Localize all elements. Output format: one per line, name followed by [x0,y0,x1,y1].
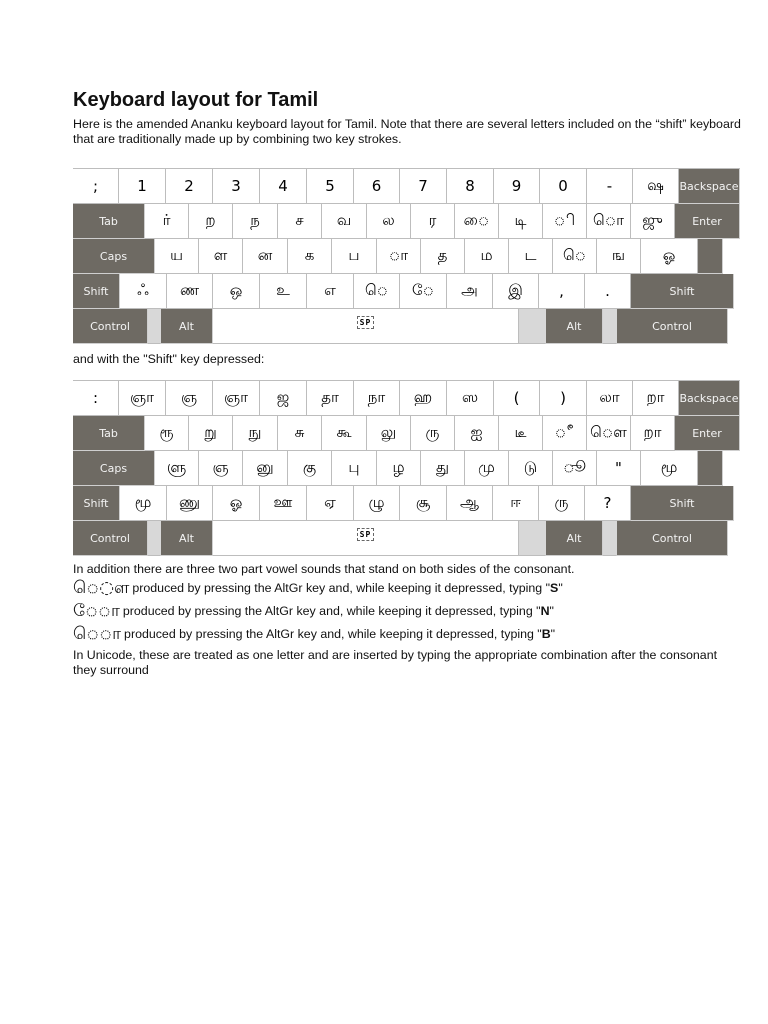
key[interactable]: ௌ [587,416,631,451]
key[interactable]: ண [167,274,213,309]
key[interactable]: றா [631,416,675,451]
key[interactable]: லு [367,416,411,451]
vowel-key: N [540,604,550,618]
key[interactable]: லா [587,381,633,416]
key[interactable]: இ [493,274,539,309]
keyboard-row [73,416,740,451]
key[interactable]: மு [465,451,509,486]
key[interactable]: கூ [322,416,367,451]
key[interactable]: ஞா [213,381,260,416]
key[interactable]: ெ [553,239,597,274]
key-space[interactable] [213,309,519,344]
key[interactable]: ச [278,204,322,239]
key[interactable]: ஞ [166,381,213,416]
key-enter-tail[interactable] [698,451,723,486]
key[interactable]: 6 [354,169,400,204]
key[interactable]: ீ [543,416,587,451]
key[interactable]: ற [189,204,233,239]
key[interactable]: " [597,451,641,486]
key[interactable]: ஓ [641,239,698,274]
key[interactable]: த [421,239,465,274]
vowel-glyph: ெ◌ா [73,624,122,644]
key[interactable]: . [585,274,631,309]
key-tab[interactable]: Tab [73,416,145,451]
key[interactable]: ழு [354,486,400,521]
key[interactable]: ந [233,204,278,239]
key[interactable]: 3 [213,169,260,204]
key[interactable]: ஊ [260,486,307,521]
key[interactable]: மூ [641,451,698,486]
key-spacer[interactable] [519,521,546,556]
key[interactable]: சூ [400,486,447,521]
key-enter-tail[interactable] [698,239,723,274]
key-spacer[interactable] [148,521,161,556]
key-spacer[interactable] [603,521,617,556]
key[interactable]: ரு [539,486,585,521]
key-caps[interactable]: Caps [73,239,155,274]
key[interactable]: ஐ [455,416,499,451]
key[interactable]: 9 [494,169,540,204]
key-control[interactable]: Control [73,309,148,344]
key[interactable]: றா [633,381,679,416]
vowel-line-3 [73,623,741,646]
key[interactable]: ொ [587,204,631,239]
vowel-glyph: ே◌ா [73,601,120,621]
vowel-quote: " [549,604,554,618]
key[interactable]: ய [155,239,199,274]
key[interactable]: ஸ [447,381,494,416]
key[interactable]: 1 [119,169,166,204]
key-alt[interactable]: Alt [161,521,213,556]
key[interactable]: ளு [155,451,199,486]
key[interactable]: உ [260,274,307,309]
key-backspace[interactable]: Backspace [679,381,740,416]
key[interactable]: எ [307,274,354,309]
space-label: SP [357,528,375,541]
key[interactable]: ; [73,169,119,204]
key[interactable]: ஆ [447,486,493,521]
key[interactable]: ூ [553,451,597,486]
key[interactable]: ப [332,239,377,274]
key[interactable]: ? [585,486,631,521]
key[interactable]: று [189,416,233,451]
key[interactable]: ஒ [213,274,260,309]
key[interactable]: ர் [145,204,189,239]
keyboard-row [73,380,740,416]
vowel-glyph: ெ◌ள [73,578,130,598]
key[interactable]: ஏ [307,486,354,521]
key[interactable]: ஜு [631,204,675,239]
keyboard-normal [73,168,740,344]
key[interactable]: ள [199,239,243,274]
key-alt[interactable]: Alt [546,521,603,556]
key[interactable]: வ [322,204,367,239]
key[interactable]: க [288,239,332,274]
vowel-desc: produced by pressing the AltGr key and, while keeping it depressed, typing " [124,627,542,641]
key[interactable]: நு [233,416,278,451]
addition-paragraph: In addition there are three two part vowel sounds that stand on both sides of the consonant. [73,562,575,576]
keyboard-row [73,274,740,309]
key[interactable]: , [539,274,585,309]
key[interactable]: ெ [354,274,400,309]
keyboard-row [73,451,740,486]
key[interactable]: 0 [540,169,587,204]
key-backspace[interactable]: Backspace [679,169,740,204]
key[interactable]: ை [455,204,499,239]
key-control[interactable]: Control [73,521,148,556]
keyboard-row [73,168,740,204]
vowel-desc: produced by pressing the AltGr key and, while keeping it depressed, typing " [122,604,541,618]
key[interactable]: ஞ [199,451,243,486]
key[interactable]: ரு [411,416,455,451]
key[interactable]: 8 [447,169,494,204]
vowel-quote: " [558,581,563,595]
key[interactable]: ம [465,239,509,274]
key[interactable]: டி [499,204,543,239]
keyboard-row [73,486,740,521]
key[interactable]: ( [494,381,540,416]
key[interactable]: கு [288,451,332,486]
key[interactable]: ங [597,239,641,274]
vowel-desc: produced by pressing the AltGr key and, while keeping it depressed, typing " [132,581,551,595]
key[interactable]: 2 [166,169,213,204]
key-control[interactable]: Control [617,521,728,556]
vowel-quote: " [550,627,556,641]
key[interactable]: ஷ [633,169,679,204]
key[interactable]: பு [332,451,377,486]
key[interactable]: நா [354,381,400,416]
space-label: SP [357,316,375,329]
key[interactable]: தா [307,381,354,416]
page-title: Keyboard layout for Tamil [73,89,319,111]
key-enter[interactable]: Enter [675,204,740,239]
keyboard-row [73,309,740,344]
key[interactable]: ஈ [493,486,539,521]
key[interactable]: ணு [167,486,213,521]
key[interactable]: ஞா [119,381,166,416]
key[interactable]: ே [400,274,447,309]
key[interactable]: னு [243,451,288,486]
key-alt[interactable]: Alt [546,309,603,344]
closing-paragraph: In Unicode, these are treated as one letter and are inserted by typing the appropriate combination after the consonant they surround [73,648,718,677]
key-control[interactable]: Control [617,309,728,344]
key[interactable]: ரூ [145,416,189,451]
key[interactable]: டு [509,451,553,486]
key[interactable]: 7 [400,169,447,204]
key-shift[interactable]: Shift [631,274,734,309]
key[interactable]: 5 [307,169,354,204]
key[interactable]: ல [367,204,411,239]
document [73,88,741,678]
vowel-key: B [541,627,551,641]
keyboard-shift [73,380,740,556]
key-shift[interactable]: Shift [73,486,120,521]
key[interactable]: ஜ [260,381,307,416]
key-enter[interactable]: Enter [675,416,740,451]
intro-paragraph: Here is the amended Ananku keyboard layout for Tamil. Note that there are several letters included on the “shift” keyboard that are traditionally made up by combining two key strokes. [73,117,741,146]
key[interactable]: டீ [499,416,543,451]
keyboard-row [73,521,740,556]
key-shift[interactable]: Shift [631,486,734,521]
key[interactable]: சு [278,416,322,451]
key[interactable]: ஓ [213,486,260,521]
key[interactable]: ஃ [120,274,167,309]
key-spacer[interactable] [148,309,161,344]
key[interactable]: ழ [377,451,421,486]
vowel-line-2 [73,600,741,623]
key-space[interactable] [213,521,519,556]
key-alt[interactable]: Alt [161,309,213,344]
keyboard-row [73,239,740,274]
key-spacer[interactable] [519,309,546,344]
key[interactable]: அ [447,274,493,309]
key[interactable]: ா [377,239,421,274]
key[interactable]: ஹ [400,381,447,416]
key[interactable]: து [421,451,465,486]
key-tab[interactable]: Tab [73,204,145,239]
key[interactable]: ட [509,239,553,274]
vowel-key: S [550,581,559,595]
shift-caption: and with the "Shift" key depressed: [73,352,265,366]
key[interactable]: : [73,381,119,416]
vowel-line-1 [73,577,741,600]
key[interactable]: ி [543,204,587,239]
key-caps[interactable]: Caps [73,451,155,486]
key[interactable]: ன [243,239,288,274]
key-shift[interactable]: Shift [73,274,120,309]
key[interactable]: மூ [120,486,167,521]
key[interactable]: ) [540,381,587,416]
key[interactable]: - [587,169,633,204]
key-spacer[interactable] [603,309,617,344]
key[interactable]: 4 [260,169,307,204]
keyboard-row [73,204,740,239]
key[interactable]: ர [411,204,455,239]
